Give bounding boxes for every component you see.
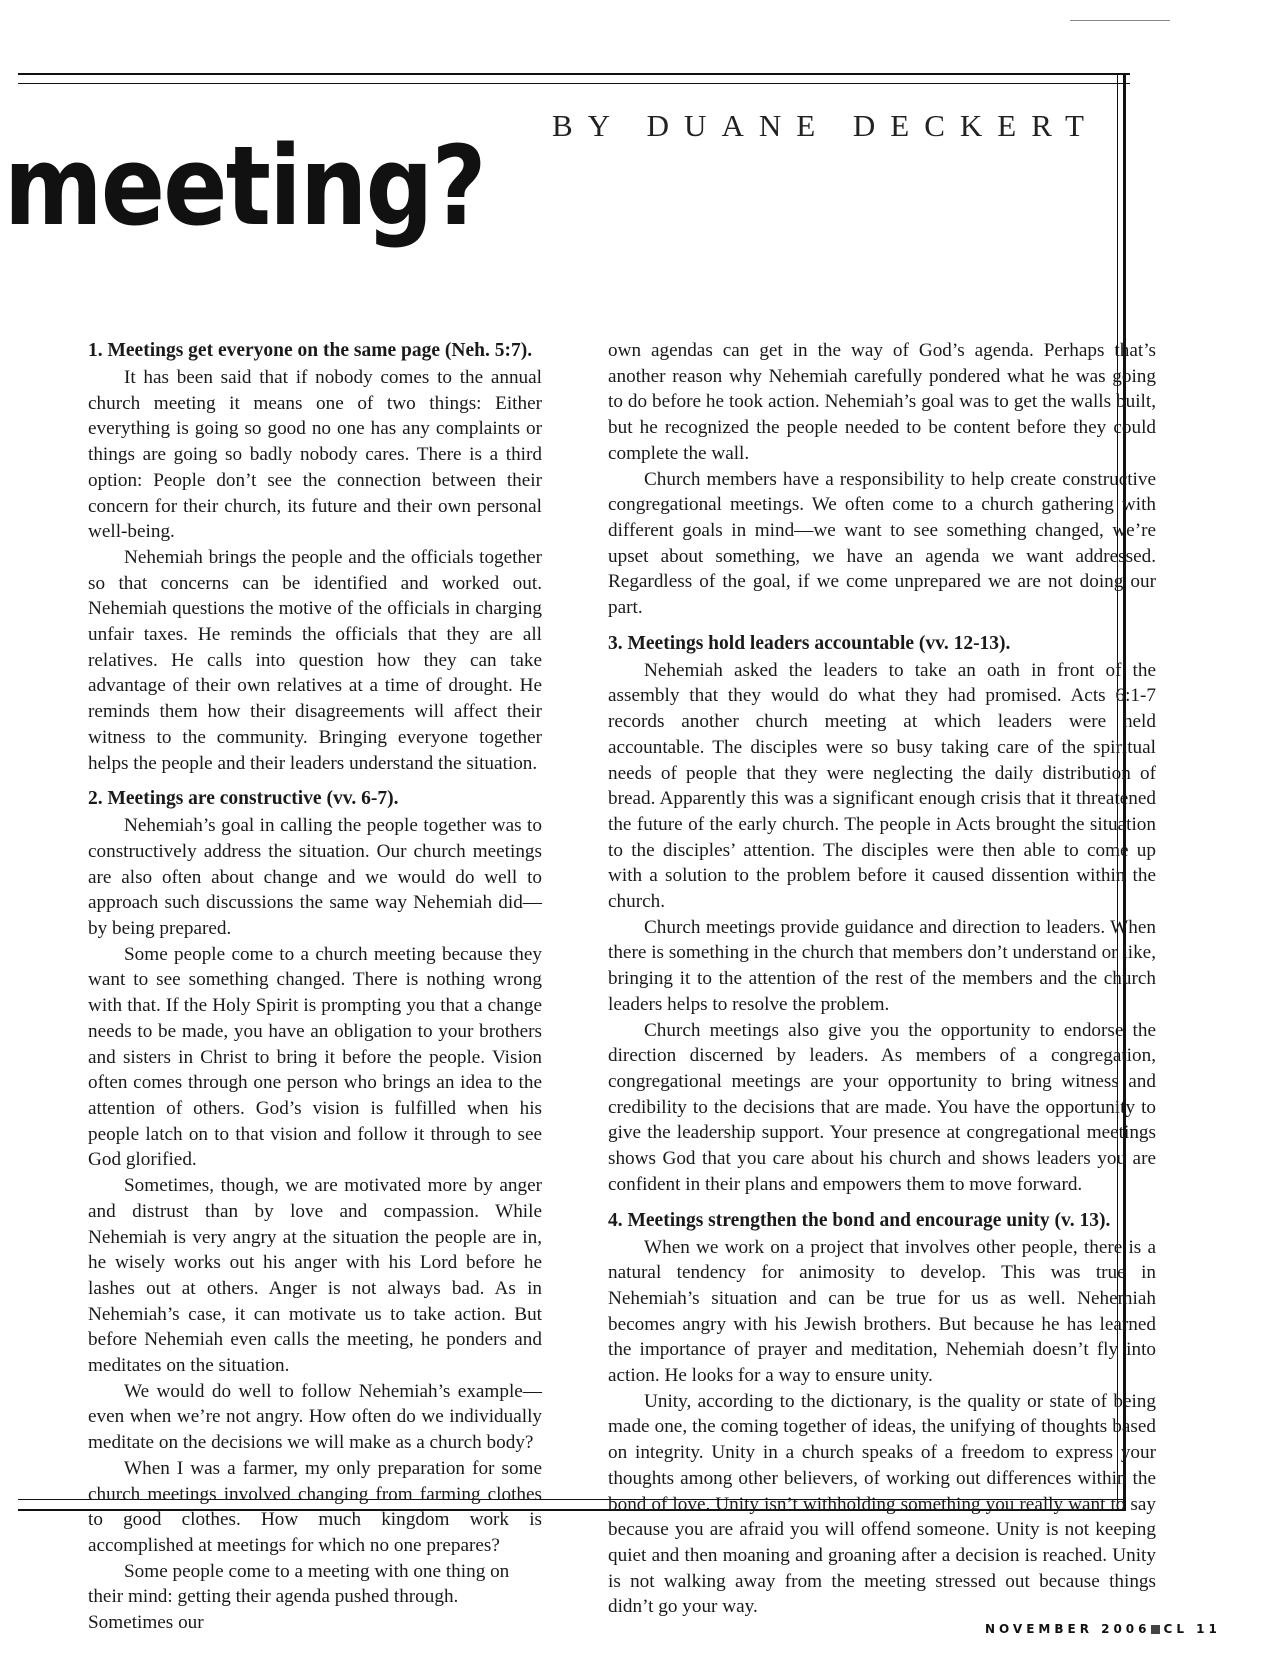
- paragraph: Church meetings provide guidance and direction to leaders. When there is something in the church that members don’t understand or like, bringing it to the attention of the rest of the members and the church leaders helps to resolve the problem.: [608, 916, 1156, 1015]
- square-bullet-icon: [1151, 1625, 1160, 1634]
- paragraph: Unity, according to the dictionary, is the quality or state of being made one, the coming together of ideas, the unifying of thoughts based on integrity. Unity in a church speaks of a freedom to express your thoughts among other believers, of working out differences within the bond of love. Unity isn’t withholding something you really want to say because you are afraid you will offend someone. Unity is not keeping quiet and then moaning and groaning after a decision is reached. Unity is not walking away from the meeting stressed out because things didn’t go your way.: [608, 1390, 1156, 1618]
- paragraph: Sometimes, though, we are motivated more by anger and distrust than by love and compassion. While Nehemiah is very angry at the situation the people are in, he wisely works out his anger with his Lord before he lashes out at others. Anger is not always bad. As in Nehemiah’s case, it can motivate us to take action. But before Nehemiah even calls the meeting, he ponders and meditates on the situation.: [88, 1175, 542, 1377]
- footer-date: NOVEMBER 2006: [985, 1622, 1151, 1636]
- left-column: [88, 338, 542, 1636]
- section-heading-2: 2. Meetings are constructive (vv. 6-7).: [88, 788, 399, 810]
- top-border-rule-inner: [18, 83, 1130, 84]
- paragraph: It has been said that if nobody comes to the annual church meeting it means one of two things: Either everything is going so good no one has any complaints or things are going so badly nobody cares. There is a third option: People don’t see the connection between their concern for their church, its future and their own personal well-being.: [88, 367, 542, 543]
- paragraph: When I was a farmer, my only preparation for some church meetings involved changing from farming clothes to good clothes. How much kingdom work is accomplished at meetings for which no one prepares?: [88, 1457, 542, 1556]
- paragraph: We would do well to follow Nehemiah’s example—even when we’re not angry. How often do we individually meditate on the decisions we will make as a church body?: [88, 1380, 542, 1454]
- paragraph: Nehemiah brings the people and the officials together so that concerns can be identified and worked out. Nehemiah questions the motive of the officials in charging unfair taxes. He reminds the officials that they are all relatives. He calls into question how they can take advantage of their own relatives at a time of drought. He reminds them how their disagreements will affect their witness to the community. Bringing everyone together helps the people and their leaders understand the situation.: [88, 546, 542, 774]
- right-column: [608, 338, 1156, 1620]
- section-heading-1: 1. Meetings get everyone on the same page (Neh. 5:7).: [88, 340, 533, 361]
- paragraph: When we work on a project that involves other people, there is a natural tendency for animosity to develop. This was true in Nehemiah’s situation and can be true for us as well. Nehemiah becomes angry with his Jewish brothers. But because he has learned the importance of prayer and meditation, Nehemiah doesn’t fly into action. He looks for a way to ensure unity.: [608, 1236, 1156, 1387]
- paragraph: Some people come to a church meeting because they want to see something changed. There is nothing wrong with that. If the Holy Spirit is prompting you that a change needs to be made, you have an obligation to your brothers and sisters in Christ to bring it before the people. Vision often comes through one person who brings an idea to the attention of others. God’s vision is fulfilled when his people latch on to that vision and follow it through to see God glorified.: [88, 943, 542, 1171]
- paragraph: Some people come to a meeting with one thing on their mind: getting their agenda pushed through. Sometimes our: [88, 1560, 510, 1634]
- top-border-rule: [18, 73, 1130, 75]
- paragraph: Nehemiah asked the leaders to take an oath in front of the assembly that they would do what they had promised. Acts 6:1-7 records another church meeting at which leaders were held accountable. The disciples were so busy taking care of the spiritual needs of people that they were neglecting the daily distribution of bread. Apparently this was a significant enough crisis that it threatened the future of the early church. The people in Acts brought the situation to the disciples’ attention. The disciples were then able to come up with a solution to the problem before it caused dissention within the church.: [608, 659, 1156, 913]
- paragraph: Church members have a responsibility to help create constructive congregational meetings. We often come to a church gathering with different goals in mind—we want to see something changed, we’re upset about something, we have an agenda we want addressed. Regardless of the goal, if we come unprepared we are not doing our part.: [608, 468, 1156, 619]
- page-footer: [985, 1622, 1221, 1636]
- footer-magazine: CL: [1163, 1622, 1188, 1636]
- headline: meeting?: [4, 122, 485, 250]
- section-heading-4: 4. Meetings strengthen the bond and encourage unity (v. 13).: [608, 1209, 1111, 1231]
- section-heading-3: 3. Meetings hold leaders accountable (vv. 12-13).: [608, 632, 1011, 654]
- top-corner-hairline: [1070, 20, 1170, 21]
- page-number: 11: [1196, 1622, 1221, 1636]
- paragraph: Church meetings also give you the opportunity to endorse the direction discerned by leaders. As members of a congregation, congregational meetings are your opportunity to bring witness and credibility to the decisions that are made. You have the opportunity to give the leadership support. Your presence at congregational meetings shows God that you care about his church and shows leaders you are confident in their plans and empowers them to move forward.: [608, 1019, 1156, 1195]
- author-byline: BY DUANE DECKERT: [552, 108, 1099, 143]
- paragraph: Nehemiah’s goal in calling the people together was to constructively address the situation. Our church meetings are also often about change and we would do well to approach such discussions the same way Nehemiah did—by being prepared.: [88, 815, 542, 940]
- paragraph-continued: own agendas can get in the way of God’s agenda. Perhaps that’s another reason why Nehemiah carefully pondered what he was going to do before he took action. Nehemiah’s goal was to get the walls built, but he recognized the people needed to be content before they could complete the wall.: [608, 340, 1156, 464]
